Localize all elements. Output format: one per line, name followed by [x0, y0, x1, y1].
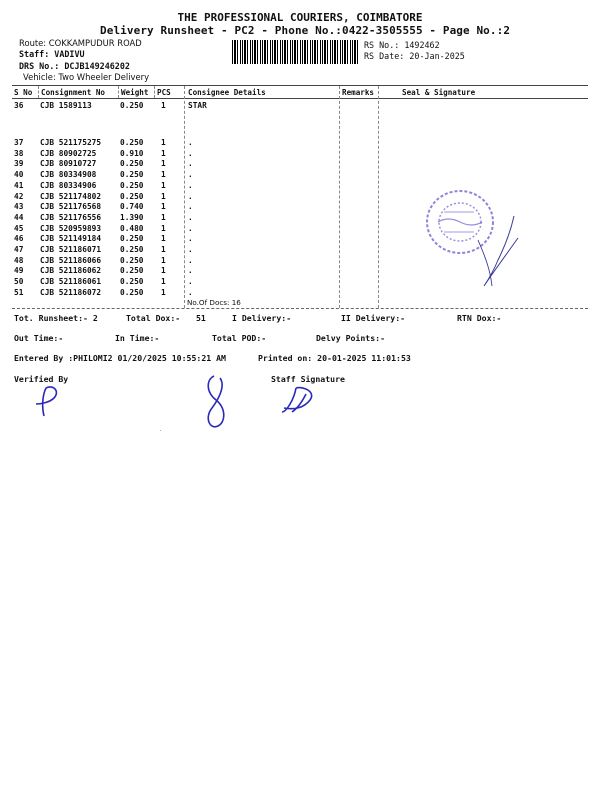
- table-bottom-rule: [12, 308, 588, 309]
- cell-pcs: 1: [161, 266, 166, 276]
- cell-details: .: [188, 148, 193, 158]
- table-row: [0, 170, 600, 181]
- cell-details: STAR: [188, 101, 207, 110]
- cell-consignment: CJB 80334906: [40, 180, 97, 190]
- cell-weight: 0.250: [120, 255, 144, 265]
- table-top-rule: [12, 85, 588, 86]
- col-sno: S No: [14, 88, 33, 97]
- col-consignment: Consignment No: [41, 88, 106, 97]
- cell-details: .: [188, 180, 193, 190]
- cell-sno: 36: [14, 101, 24, 110]
- cell-sno: 39: [14, 159, 24, 169]
- route: Route: COKKAMPUDUR ROAD: [19, 38, 142, 48]
- cell-weight: 0.910: [120, 148, 144, 158]
- cell-details: .: [188, 287, 193, 297]
- cell-pcs: 1: [161, 223, 166, 233]
- cell-weight: 0.250: [120, 191, 144, 201]
- staff: Staff: VADIVU: [19, 49, 85, 59]
- table-row: [0, 288, 600, 299]
- cell-consignment: CJB 521186071: [40, 245, 102, 254]
- printed-on: Printed on: 20-01-2025 11:01:53: [258, 353, 411, 363]
- col-seal-signature: Seal & Signature: [402, 88, 476, 97]
- cell-details: .: [188, 255, 193, 265]
- faint-mark: [160, 430, 161, 431]
- cell-sno: 40: [14, 170, 24, 180]
- rs-date: RS Date: 20-Jan-2025: [364, 51, 465, 61]
- cell-sno: 38: [14, 148, 24, 158]
- cell-pcs: 1: [161, 234, 166, 244]
- vehicle: Vehicle: Two Wheeler Delivery: [23, 72, 150, 82]
- cell-details: .: [188, 191, 193, 201]
- cell-details: .: [188, 170, 193, 180]
- cell-pcs: 1: [161, 255, 166, 265]
- cell-details: .: [188, 266, 193, 276]
- col-sep: [154, 86, 155, 98]
- cell-pcs: 1: [161, 191, 166, 201]
- drs-number: DRS No.: DCJB149246202: [19, 61, 130, 71]
- cell-consignment: CJB 521176556: [40, 212, 102, 222]
- cell-sno: 51: [14, 287, 24, 297]
- seal-stamp-icon: [418, 182, 528, 282]
- cell-sno: 50: [14, 277, 24, 287]
- table-row: [0, 159, 600, 170]
- out-time: Out Time:-: [14, 333, 64, 343]
- cell-consignment: CJB 521176568: [40, 202, 102, 212]
- runsheet-title: Delivery Runsheet - PC2 - Phone No.:0422-3505555 - Page No.:2: [100, 24, 511, 37]
- cell-weight: 0.250: [120, 101, 144, 110]
- cell-pcs: 1: [161, 287, 166, 297]
- cell-consignment: CJB 520959893: [40, 223, 102, 233]
- col-sep: [38, 86, 39, 98]
- col-remarks: Remarks: [342, 88, 375, 97]
- i-delivery: I Delivery:-: [232, 313, 292, 323]
- cell-consignment: CJB 80902725: [40, 148, 97, 158]
- cell-consignment: CJB 521174802: [40, 191, 102, 201]
- total-runsheet: Tot. Runsheet:- 2: [14, 313, 98, 323]
- cell-sno: 41: [14, 180, 24, 190]
- cell-weight: 0.250: [120, 245, 144, 254]
- col-weight: Weight: [121, 88, 149, 97]
- cell-pcs: 1: [161, 245, 166, 254]
- table-row: [0, 101, 600, 112]
- cell-details: .: [188, 245, 193, 254]
- cell-weight: 0.250: [120, 287, 144, 297]
- entered-by: Entered By :PHILOMI2 01/20/2025 10:55:21 AM: [14, 353, 226, 363]
- total-dox-label: Total Dox:-: [126, 313, 181, 323]
- cell-pcs: 1: [161, 202, 166, 212]
- cell-details: .: [188, 212, 193, 222]
- cell-sno: 48: [14, 255, 24, 265]
- cell-details: .: [188, 159, 193, 169]
- total-pod: Total POD:-: [212, 333, 267, 343]
- cell-pcs: 1: [161, 101, 166, 110]
- cell-consignment: CJB 521186062: [40, 266, 102, 276]
- cell-sno: 46: [14, 234, 24, 244]
- cell-details: .: [188, 202, 193, 212]
- cell-consignment: CJB 80910727: [40, 159, 97, 169]
- staff-signature-label: Staff Signature: [271, 374, 345, 384]
- cell-sno: 43: [14, 202, 24, 212]
- verified-by-label: Verified By: [14, 374, 69, 384]
- cell-details: .: [188, 138, 193, 147]
- cell-sno: 37: [14, 138, 24, 147]
- table-row: [0, 149, 600, 160]
- cell-consignment: CJB 1589113: [40, 101, 92, 110]
- cell-weight: 0.250: [120, 277, 144, 287]
- barcode: [232, 40, 358, 64]
- cell-sno: 42: [14, 191, 24, 201]
- cell-consignment: CJB 521186072: [40, 287, 102, 297]
- middle-signature-icon: [196, 372, 240, 432]
- in-time: In Time:-: [115, 333, 160, 343]
- cell-weight: 0.250: [120, 159, 144, 169]
- cell-sno: 49: [14, 266, 24, 276]
- staff-signature-icon: [276, 382, 322, 418]
- cell-weight: 0.250: [120, 266, 144, 276]
- col-consignee-details: Consignee Details: [188, 88, 266, 97]
- ii-delivery: II Delivery:-: [341, 313, 406, 323]
- cell-details: .: [188, 234, 193, 244]
- cell-details: .: [188, 223, 193, 233]
- cell-pcs: 1: [161, 180, 166, 190]
- rtn-dox: RTN Dox:-: [457, 313, 502, 323]
- cell-weight: 0.250: [120, 138, 144, 147]
- cell-weight: 0.250: [120, 170, 144, 180]
- cell-pcs: 1: [161, 138, 166, 147]
- cell-consignment: CJB 521186061: [40, 277, 102, 287]
- cell-weight: 1.390: [120, 212, 144, 222]
- col-pcs: PCS: [157, 88, 171, 97]
- cell-pcs: 1: [161, 148, 166, 158]
- company-name: THE PROFESSIONAL COURIERS, COIMBATORE: [177, 11, 423, 24]
- cell-sno: 47: [14, 245, 24, 254]
- cell-weight: 0.250: [120, 180, 144, 190]
- table-header-rule: [12, 98, 588, 99]
- cell-pcs: 1: [161, 159, 166, 169]
- verified-signature-icon: [30, 382, 70, 422]
- cell-consignment: CJB 521175275: [40, 138, 102, 147]
- cell-consignment: CJB 521149184: [40, 234, 102, 244]
- no-of-docs: No.Of Docs: 16: [187, 298, 241, 307]
- cell-pcs: 1: [161, 170, 166, 180]
- cell-consignment: CJB 80334908: [40, 170, 97, 180]
- cell-pcs: 1: [161, 212, 166, 222]
- cell-details: .: [188, 277, 193, 287]
- cell-weight: 0.250: [120, 234, 144, 244]
- col-sep: [118, 86, 119, 98]
- total-dox-value: 51: [196, 313, 206, 323]
- cell-sno: 45: [14, 223, 24, 233]
- cell-weight: 0.480: [120, 223, 144, 233]
- table-row: [0, 138, 600, 149]
- cell-pcs: 1: [161, 277, 166, 287]
- cell-sno: 44: [14, 212, 24, 222]
- delvy-points: Delvy Points:-: [316, 333, 386, 343]
- cell-consignment: CJB 521186066: [40, 255, 102, 265]
- cell-weight: 0.740: [120, 202, 144, 212]
- rs-number: RS No.: 1492462: [364, 40, 440, 50]
